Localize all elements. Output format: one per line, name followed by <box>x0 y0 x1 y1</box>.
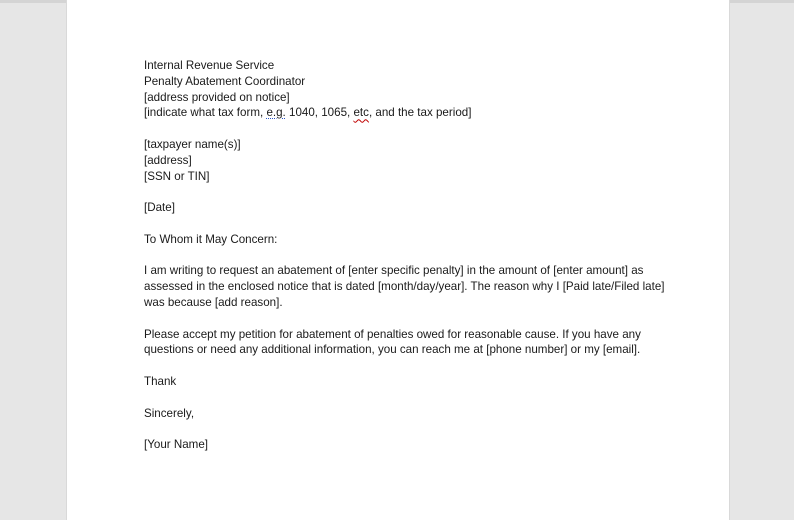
recipient-line-1: Internal Revenue Service <box>144 59 275 72</box>
letter-body[interactable] <box>144 58 664 453</box>
document-page[interactable] <box>67 0 729 520</box>
recipient-line-4 <box>144 105 664 121</box>
sender-id: [SSN or TIN] <box>144 169 210 183</box>
blank-line <box>144 358 664 374</box>
paragraph-2-line-2: questions or need any additional information, you can reach me at [phone number] or my [email]. <box>144 343 641 357</box>
salutation: To Whom it May Concern: <box>144 232 278 246</box>
blank-line <box>144 390 664 406</box>
blank-line <box>144 121 664 137</box>
recipient-line-2: Penalty Abatement Coordinator <box>144 74 306 88</box>
paragraph-1-line-2: assessed in the enclosed notice that is dated [month/day/year]. The reason why I [Paid late/Filed late] <box>144 280 665 294</box>
sender-name: [taxpayer name(s)] <box>144 137 241 151</box>
recipient-line-4-suffix: , and the tax period] <box>368 106 472 120</box>
blank-line <box>144 216 664 232</box>
grammar-flag-eg[interactable]: e.g. <box>266 106 286 120</box>
blank-line <box>144 311 664 327</box>
paragraph-2-line-1: Please accept my petition for abatement of penalties owed for reasonable cause. If you have any <box>144 327 641 341</box>
thanks-line: Thank <box>144 374 177 388</box>
sender-address: [address] <box>144 153 192 167</box>
recipient-line-3: [address provided on notice] <box>144 90 290 104</box>
paragraph-1-line-1: I am writing to request an abatement of [enter specific penalty] in the amount of [enter amount] as <box>144 264 644 278</box>
closing-line: Sincerely, <box>144 406 195 420</box>
blank-line <box>144 421 664 437</box>
letter-date: [Date] <box>144 201 175 215</box>
signature-line: [Your Name] <box>144 438 209 452</box>
recipient-line-4-mid: 1040, 1065, <box>285 106 354 120</box>
spellcheck-flag-etc[interactable]: etc <box>353 106 369 120</box>
blank-line <box>144 248 664 264</box>
recipient-line-4-prefix: [indicate what tax form, <box>144 106 267 120</box>
blank-line <box>144 184 664 200</box>
paragraph-1-line-3: was because [add reason]. <box>144 295 283 309</box>
